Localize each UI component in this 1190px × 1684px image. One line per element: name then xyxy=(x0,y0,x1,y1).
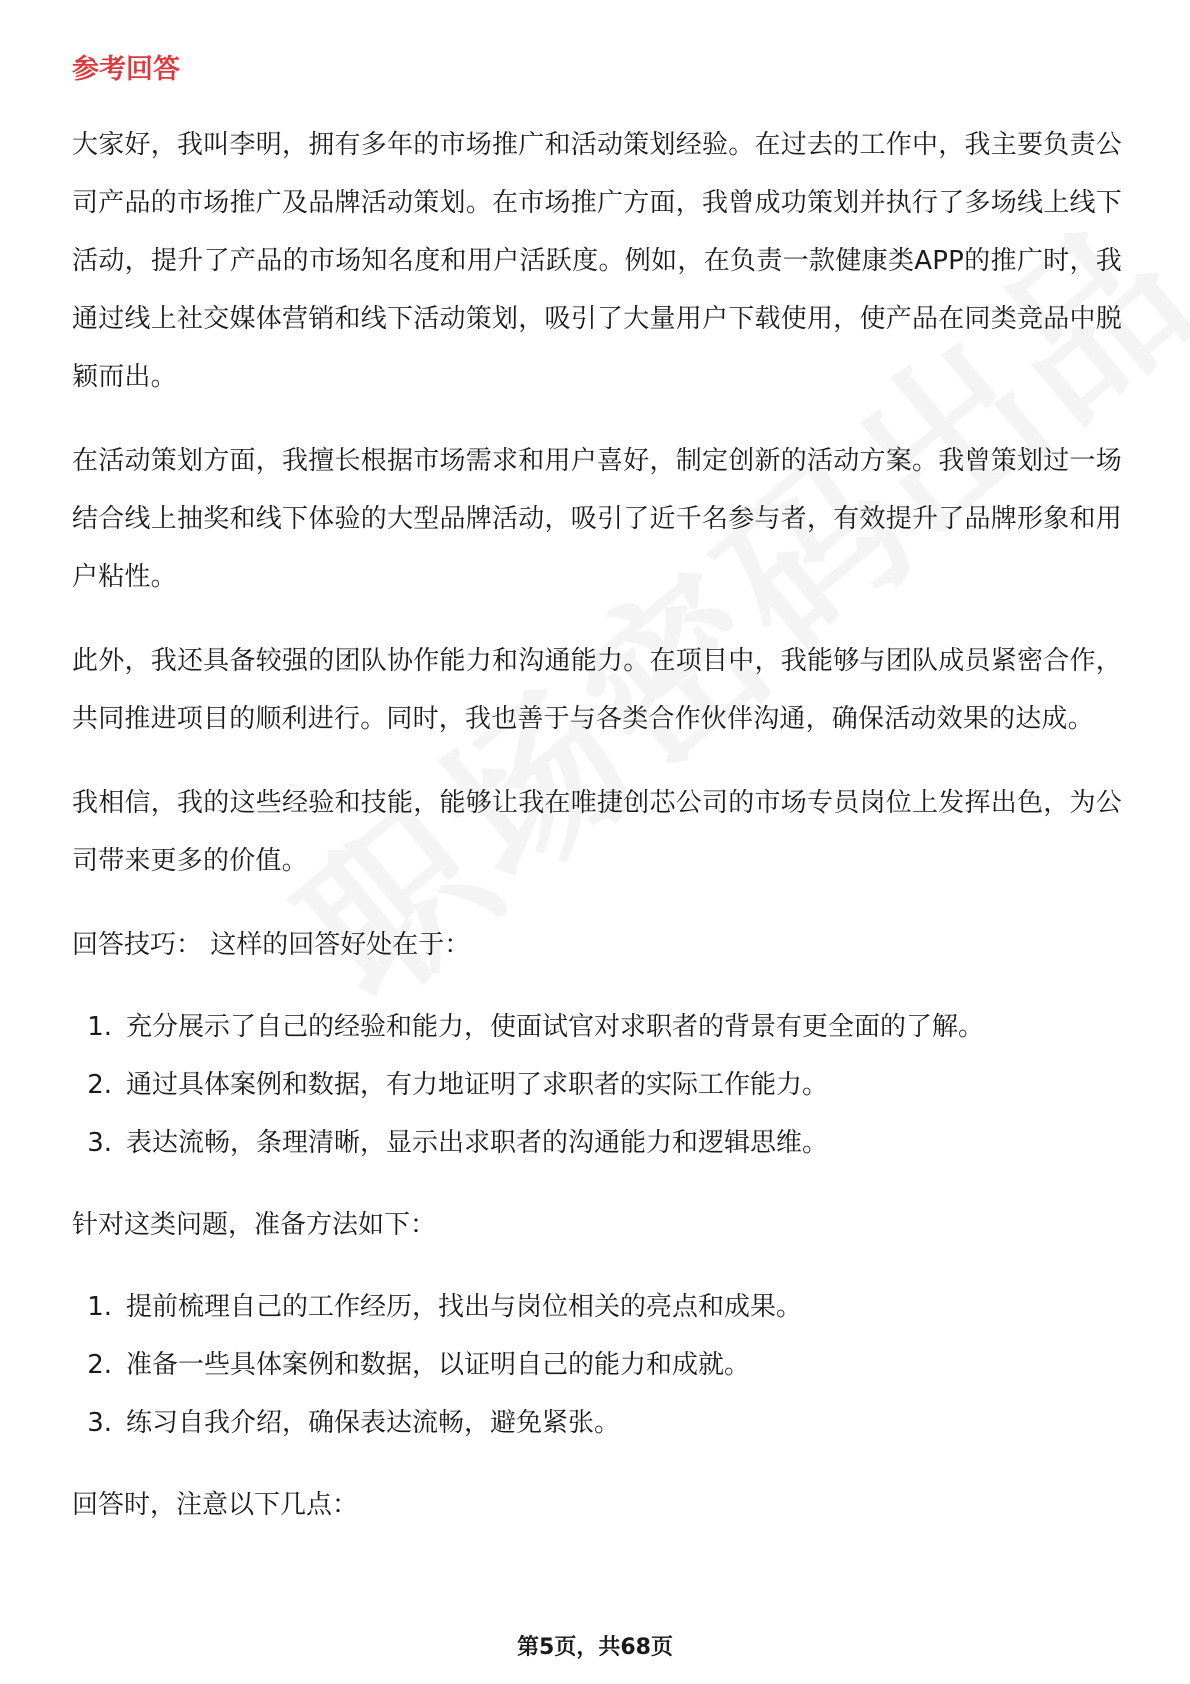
page-content xyxy=(72,48,1122,1558)
list-item xyxy=(72,1336,1122,1394)
list-item xyxy=(72,1394,1122,1452)
tips-list xyxy=(72,998,1122,1172)
answer-paragraph-4: 我相信，我的这些经验和技能，能够让我在唯捷创芯公司的市场专员岗位上发挥出色，为公司带来更多的价值。 xyxy=(72,788,1122,876)
list-number: 2. xyxy=(87,1350,112,1380)
list-item xyxy=(72,1278,1122,1336)
list-item xyxy=(72,998,1122,1056)
list-text: 通过具体案例和数据，有力地证明了求职者的实际工作能力。 xyxy=(126,1070,829,1100)
list-text: 表达流畅，条理清晰，显示出求职者的沟通能力和逻辑思维。 xyxy=(126,1128,829,1158)
notes-lead: 回答时，注意以下几点： xyxy=(72,1490,359,1520)
answer-paragraph-1: 大家好，我叫李明，拥有多年的市场推广和活动策划经验。在过去的工作中，我主要负责公司产品的市场推广及品牌活动策划。在市场推广方面，我曾成功策划并执行了多场线上线下活动，提升了产品的市场知名度和用户活跃度。例如，在负责一款健康类APP的推广时，我通过线上社交媒体营销和线下活动策划，吸引了大量用户下载使用，使产品在同类竞品中脱颖而出。 xyxy=(72,130,1122,392)
page-number-footer: 第5页，共68页 xyxy=(517,1635,673,1660)
list-number: 3. xyxy=(87,1408,112,1438)
list-number: 1. xyxy=(87,1292,112,1322)
list-number: 2. xyxy=(87,1070,112,1100)
list-text: 练习自我介绍，确保表达流畅，避免紧张。 xyxy=(126,1408,621,1438)
prep-lead: 针对这类问题，准备方法如下： xyxy=(72,1210,437,1240)
list-text: 充分展示了自己的经验和能力，使面试官对求职者的背景有更全面的了解。 xyxy=(126,1012,985,1042)
answer-paragraph-3: 此外，我还具备较强的团队协作能力和沟通能力。在项目中，我能够与团队成员紧密合作，共同推进项目的顺利进行。同时，我也善于与各类合作伙伴沟通，确保活动效果的达成。 xyxy=(72,646,1122,734)
list-number: 1. xyxy=(87,1012,112,1042)
tips-lead: 回答技巧： 这样的回答好处在于： xyxy=(72,930,471,960)
list-item xyxy=(72,1114,1122,1172)
list-text: 提前梳理自己的工作经历，找出与岗位相关的亮点和成果。 xyxy=(126,1292,803,1322)
section-title: 参考回答 xyxy=(72,54,180,85)
list-item xyxy=(72,1056,1122,1114)
answer-paragraph-2: 在活动策划方面，我擅长根据市场需求和用户喜好，制定创新的活动方案。我曾策划过一场结合线上抽奖和线下体验的大型品牌活动，吸引了近千名参与者，有效提升了品牌形象和用户粘性。 xyxy=(72,446,1122,592)
prep-list xyxy=(72,1278,1122,1452)
list-text: 准备一些具体案例和数据，以证明自己的能力和成就。 xyxy=(126,1350,751,1380)
list-number: 3. xyxy=(87,1128,112,1158)
